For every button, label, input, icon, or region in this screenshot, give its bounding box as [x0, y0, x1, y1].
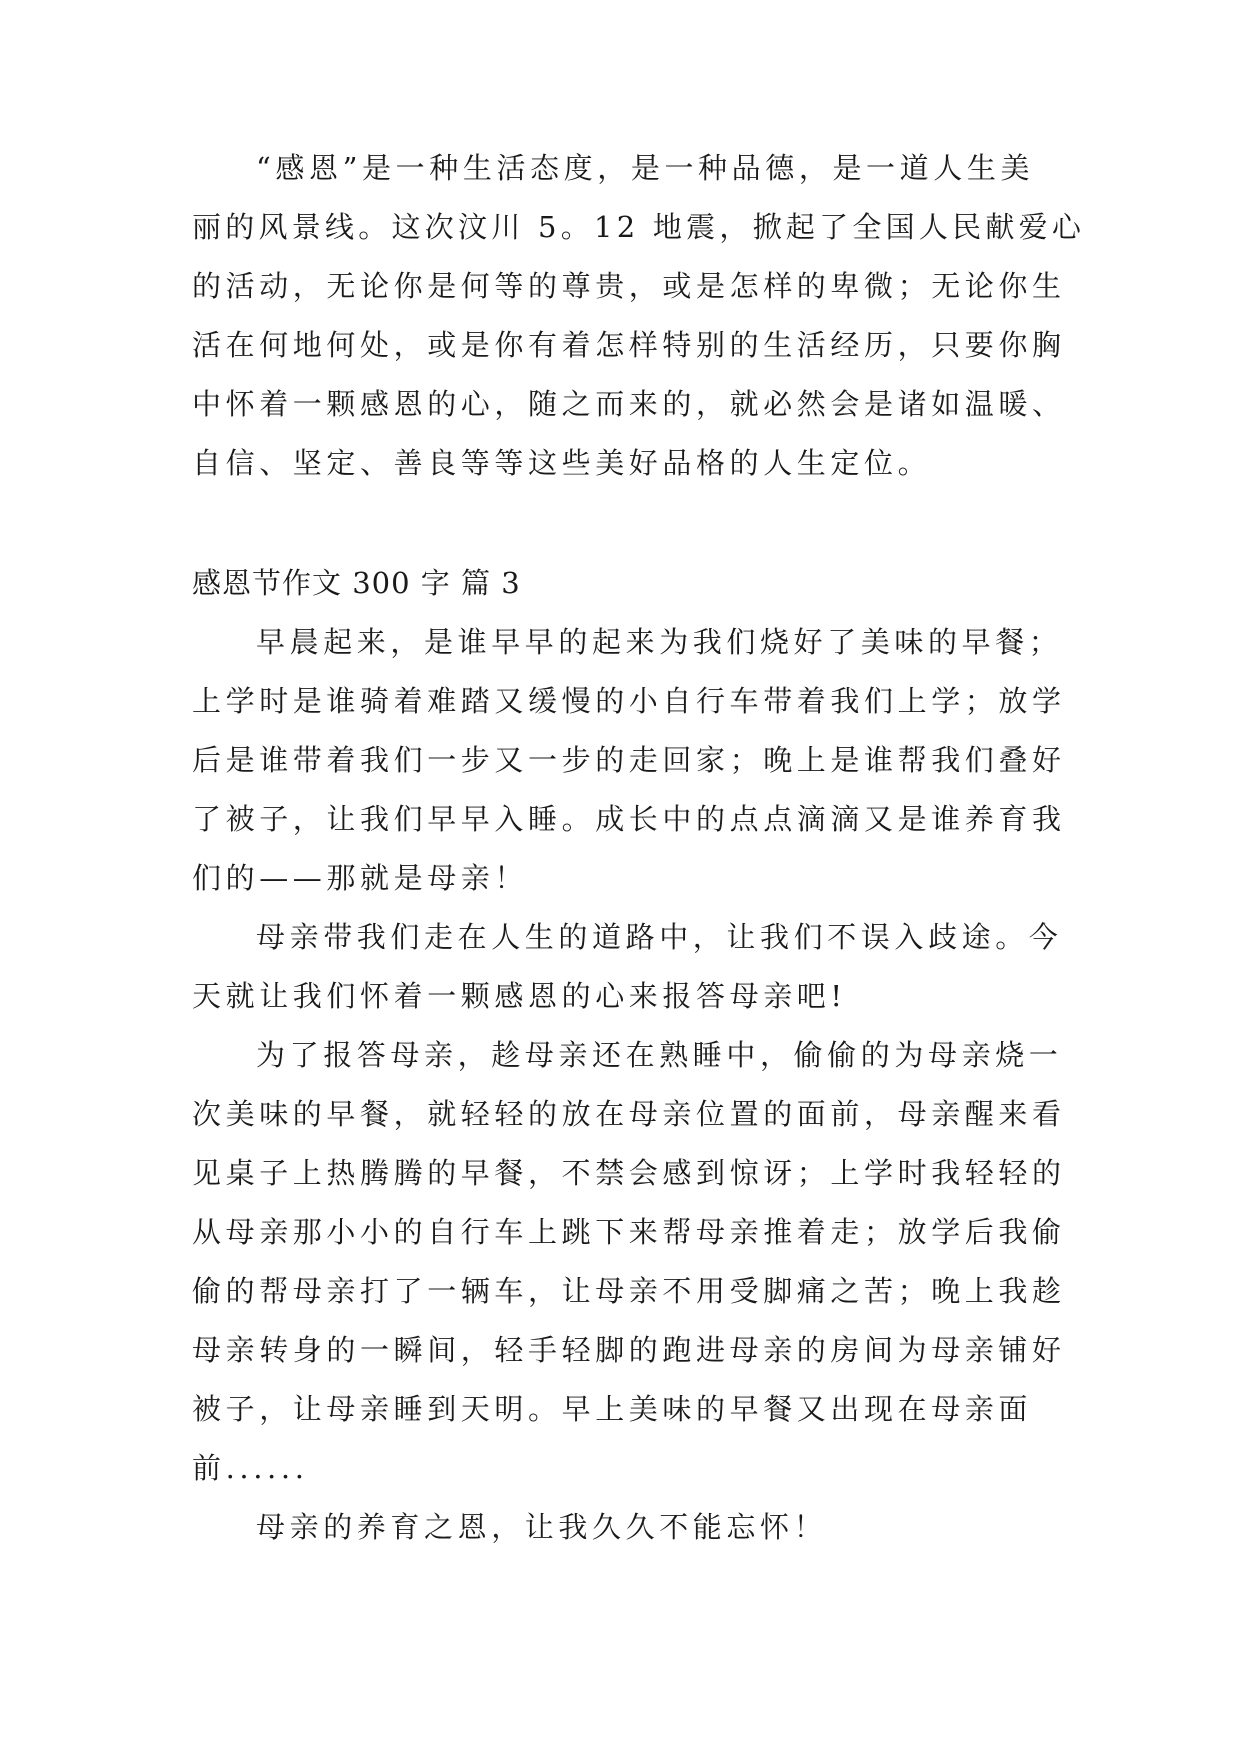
paragraph-line: 母亲带我们走在人生的道路中，让我们不误入歧途。今: [256, 920, 1063, 954]
paragraph-line: 偷的帮母亲打了一辆车，让母亲不用受脚痛之苦；晚上我趁: [192, 1274, 1066, 1308]
paragraph-line: 前......: [192, 1451, 309, 1485]
intro-line: 的活动，无论你是何等的尊贵，或是怎样的卑微；无论你生: [192, 269, 1066, 303]
paragraph-line: 天就让我们怀着一颗感恩的心来报答母亲吧!: [192, 979, 847, 1013]
paragraph-line: 了被子，让我们早早入睡。成长中的点点滴滴又是谁养育我: [192, 802, 1066, 836]
paragraph-line: 从母亲那小小的自行车上跳下来帮母亲推着走；放学后我偷: [192, 1215, 1066, 1249]
paragraph-line: 母亲转身的一瞬间，轻手轻脚的跑进母亲的房间为母亲铺好: [192, 1333, 1066, 1367]
paragraph-line: 后是谁带着我们一步又一步的走回家；晚上是谁帮我们叠好: [192, 743, 1066, 777]
intro-line: 中怀着一颗感恩的心，随之而来的，就必然会是诸如温暖、: [192, 387, 1066, 421]
intro-line: 自信、坚定、善良等等这些美好品格的人生定位。: [192, 446, 932, 480]
paragraph-line: 次美味的早餐，就轻轻的放在母亲位置的面前，母亲醒来看: [192, 1097, 1066, 1131]
paragraph-line: 被子，让母亲睡到天明。早上美味的早餐又出现在母亲面: [192, 1392, 1033, 1426]
intro-line: 活在何地何处，或是你有着怎样特别的生活经历，只要你胸: [192, 328, 1066, 362]
intro-line: 丽的风景线。这次汶川 5。12 地震，掀起了全国人民献爱心: [192, 210, 1086, 244]
paragraph-line: 上学时是谁骑着难踏又缓慢的小自行车带着我们上学；放学: [192, 684, 1066, 718]
paragraph-line: 们的——那就是母亲！: [192, 861, 529, 895]
paragraph-line: 早晨起来，是谁早早的起来为我们烧好了美味的早餐；: [256, 625, 1063, 659]
section-heading: 感恩节作文 300 字 篇 3: [192, 566, 521, 600]
paragraph-line: 为了报答母亲，趁母亲还在熟睡中，偷偷的为母亲烧一: [256, 1038, 1063, 1072]
paragraph-line: 见桌子上热腾腾的早餐，不禁会感到惊讶；上学时我轻轻的: [192, 1156, 1066, 1190]
paragraph-line: 母亲的养育之恩，让我久久不能忘怀！: [256, 1510, 828, 1544]
intro-line: “感恩”是一种生活态度，是一种品德，是一道人生美: [256, 151, 1035, 185]
